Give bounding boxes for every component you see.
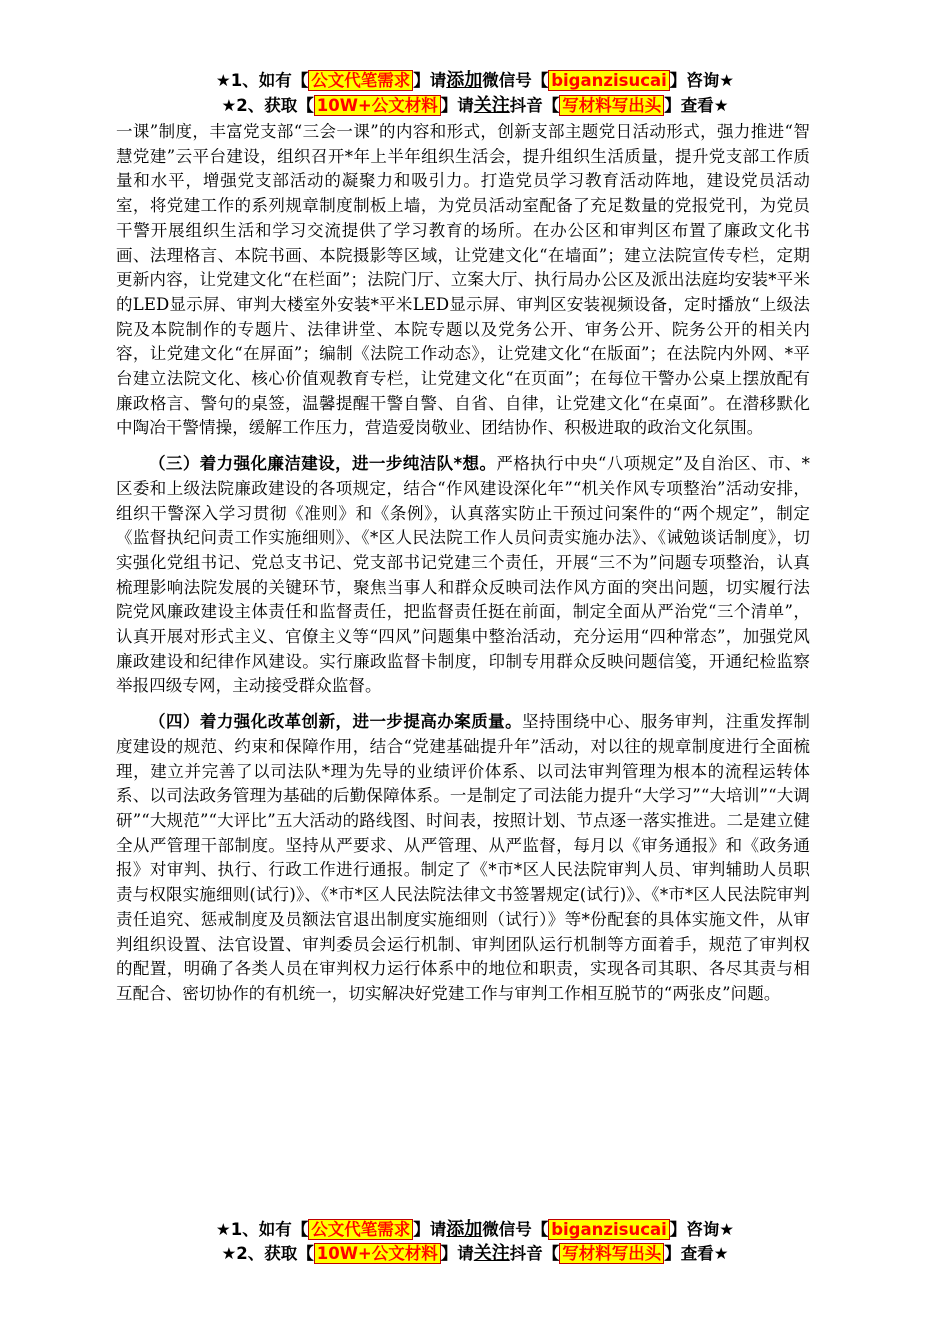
paragraph-text: 一课”制度，丰富党支部“三会一课”的内容和形式，创新支部主题党日活动形式，强力推进“智慧党建”云平台建设，组织召开*年上半年组织生活会，提升组织生活质量，提升党支部工作质量和水平，增强党支部活动的凝聚力和吸引力。打造党员学习教育活动阵地，建设党员活动室，将党建工作的系列规章制度制板上墙，为党员活动室配备了充足数量的党报党刊，为党员干警开展组织生活和学习交流提供了学习教育的场所。在办公区和审判区布置了廉政文化书画、法理格言、本院书画、本院摄影等区域，让党建文化“在墙面”；建立法院宣传专栏，定期更新内容，让党建文化“在栏面”；法院门厅、立案大厅、执行局办公区及派出法庭均安装*平米的LED显示屏、审判大楼室外安装*平米LED显示屏、审判区安装视频设备，定时播放“上级法院及本院制作的专题片、法律讲堂、本院专题以及党务公开、审务公开、院务公开的相关内容，让党建文化“在屏面”；编制《法院工作动态》，让党建文化“在版面”；在法院内外网、*平台建立法院文化、核心价值观教育专栏，让党建文化“在页面”；在每位干警办公桌上摆放配有廉政格言、警句的桌签，温馨提醒干警自警、自省、自律，让党建文化“在桌面”。在潜移默化中陶冶干警情操，缓解工作压力，营造爱岗敬业、团结协作、积极进取的政治文化氛围。 [116,122,810,438]
ad-text: ★1、如有【 [215,1220,309,1239]
paragraph-heading: （四）着力强化改革创新，进一步提高办案质量。 [149,712,523,732]
ad-underlined: 添加 [446,70,483,91]
paragraph-text: 严格执行中央“八项规定”及自治区、市、*区委和上级法院廉政建设的各项规定，结合“作风建设深化年”“机关作风专项整治”活动安排，组织干警深入学习贯彻《准则》和《条例》，认真落实防止干预过问案件的“两个规定”，制定《监督执纪问责工作实施细则》、《*区人民法院工作人员问责实施办法》、《诫勉谈话制度》，切实强化党组书记、党总支书记、党支部书记党建三个责任，开展“三不为”问题专项整治，认真梳理影响法院发展的关键环节，聚焦当事人和群众反映司法作风方面的突出问题，切实履行法院党风廉政建设主体责任和监督责任，把监督责任挺在前面，制定全面从严治党“三个清单”，认真开展对形式主义、官僚主义等“四风”问题集中整治活动，充分运用“四种常态”，加强党风廉政建设和纪律作风建设。实行廉政监督卡制度，印制专用群众反映问题信笺，开通纪检监察举报四级专网，主动接受群众监督。 [116,454,810,696]
ad-highlight: 公文代笔需求 [308,70,413,91]
ad-text: 】请 [413,1220,447,1239]
ad-highlight: biganzisucai [548,1219,670,1240]
ad-text: ★2、获取【 [221,1244,314,1263]
ad-text: 】请 [413,71,447,90]
paragraph-3 [116,710,810,1006]
ad-text: 】咨询★ [669,1220,735,1239]
paragraph-2 [116,452,810,699]
ad-text: 】查看★ [664,96,729,115]
ad-text: 】查看★ [664,1244,729,1263]
ad-highlight: 公文代笔需求 [308,1219,413,1240]
document-body [116,120,810,1018]
paragraph-text: 坚持围绕中心、服务审判，注重发挥制度建设的规范、约束和保障作用，结合“党建基础提升年”活动，对以往的规章制度进行全面梳理，建立并完善了以司法队*理为先导的业绩评价体系、以司法审判管理为根本的流程运转体系、以司法政务管理为基础的后勤保障体系。一是制定了司法能力提升“大学习”“大培训”“大调研”“大规范”“大评比”五大活动的路线图、时间表，按照计划、节点逐一落实推进。二是建立健全从严管理干部制度。坚持从严要求、从严管理、从严监督，每月以《审务通报》和《政务通报》对审判、执行、行政工作进行通报。制定了《*市*区人民法院审判人员、审判辅助人员职责与权限实施细则(试行)》、《*市*区人民法院法律文书签署规定(试行)》、《*市*区人民法院审判责任追究、惩戒制度及员额法官退出制度实施细则（试行）》等*份配套的具体实施文件，从审判组织设置、法官设置、审判委员会运行机制、审判团队运行机制等方面着手，规范了审判权的配置，明确了各类人员在审判权力运行体系中的地位和职责，实现各司其职、各尽其责与相互配合、密切协作的有机统一，切实解决好党建工作与审判工作相互脱节的“两张皮”问题。 [116,712,811,1003]
ad-text: 抖音【 [509,1244,560,1263]
ad-text: 】请 [440,96,474,115]
ad-underlined: 添加 [446,1219,483,1240]
ad-text: ★2、获取【 [221,96,314,115]
ad-text: 】请 [440,1244,474,1263]
paragraph-1 [116,120,810,441]
footer-ad-line-1 [0,1218,950,1242]
ad-highlight: 10W+公文材料 [314,1243,441,1264]
paragraph-heading: （三）着力强化廉洁建设，进一步纯洁队*想。 [149,454,497,474]
header-ad-line-2 [0,94,950,118]
ad-underlined: 关注 [473,1243,510,1264]
ad-text: 】咨询★ [669,71,735,90]
ad-highlight: 写材料写出头 [559,1243,664,1264]
ad-highlight: biganzisucai [548,70,670,91]
ad-highlight: 写材料写出头 [559,95,664,116]
ad-highlight: 10W+公文材料 [314,95,441,116]
footer-ad-line-2 [0,1242,950,1266]
ad-text: ★1、如有【 [215,71,309,90]
ad-text: 微信号【 [482,1220,549,1239]
header-ad-line-1 [0,69,950,93]
ad-text: 抖音【 [509,96,560,115]
ad-text: 微信号【 [482,71,549,90]
ad-underlined: 关注 [473,95,510,116]
